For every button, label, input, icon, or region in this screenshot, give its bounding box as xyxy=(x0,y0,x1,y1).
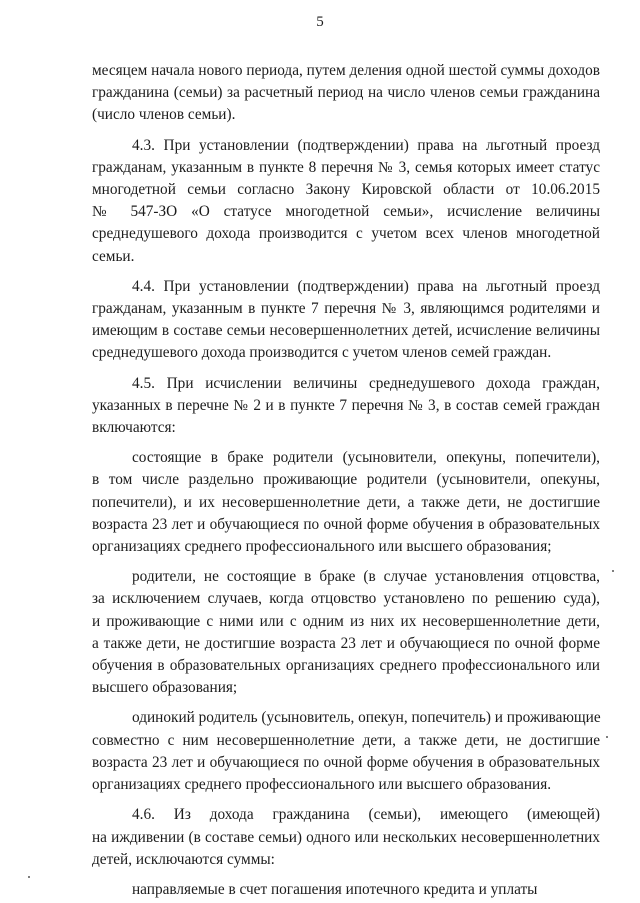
paragraph xyxy=(92,879,600,901)
text-line: направляемые в счет погашения ипотечного кредита и уплаты xyxy=(132,880,538,898)
text-line: гражданина (семьи) за расчетный период на число членов семьи гражданина xyxy=(92,84,600,102)
text-line: семьи. xyxy=(92,247,135,265)
document-body xyxy=(92,60,600,903)
text-line: за исключением случаев, когда отцовство установлено по решению суда), xyxy=(92,590,600,608)
text-line: среднедушевого дохода производится с учетом всех членов многодетной xyxy=(92,225,600,243)
text-line: включаются: xyxy=(92,419,176,437)
text-line: и проживающие с ними или с одним из них их несовершеннолетние дети, xyxy=(92,612,600,630)
text-line: в том числе раздельно проживающие родители (усыновители, опекуны, xyxy=(92,471,600,489)
text-line: обучения в образовательных организациях среднего профессионального или xyxy=(92,657,600,675)
text-line: многодетной семьи согласно Закону Кировской области от 10.06.2015 xyxy=(92,181,600,199)
text-line: имеющим в составе семьи несовершеннолетних детей, исчисление величины xyxy=(92,322,600,340)
page-number: 5 xyxy=(316,14,324,30)
text-line: попечители), и их несовершеннолетние дети, а также дети, не достигшие xyxy=(92,493,600,511)
text-line: совместно с ним несовершеннолетние дети, а также дети, не достигшие xyxy=(92,731,600,749)
paragraph xyxy=(92,447,600,558)
text-line: организациях среднего профессионального или высшего образования; xyxy=(92,538,552,556)
text-line: организациях среднего профессионального или высшего образования. xyxy=(92,776,552,794)
paragraph xyxy=(92,276,600,365)
text-line: детей, исключаются суммы: xyxy=(92,850,275,868)
scan-speck xyxy=(28,876,30,878)
text-line: возраста 23 лет и обучающиеся по очной форме обучения в образовательных xyxy=(92,753,600,771)
text-line: на иждивении (в составе семьи) одного или нескольких несовершеннолетних xyxy=(92,828,600,846)
paragraph xyxy=(92,804,600,871)
text-line: состоящие в браке родители (усыновители, опекуны, попечители), xyxy=(132,449,600,467)
text-line: месяцем начала нового периода, путем деления одной шестой суммы доходов xyxy=(92,62,600,79)
text-line: 4.4. При установлении (подтверждении) права на льготный проезд xyxy=(132,277,600,295)
text-line: гражданам, указанным в пункте 8 перечня № 3, семья которых имеет статус xyxy=(92,158,600,176)
paragraph xyxy=(92,373,600,440)
text-line: одинокий родитель (усыновитель, опекун, попечитель) и проживающие xyxy=(132,709,601,727)
text-line: (число членов семьи). xyxy=(92,106,236,124)
paragraph xyxy=(92,135,600,268)
text-line: среднедушевого дохода производится с учетом членов семей граждан. xyxy=(92,344,552,362)
text-line: указанных в перечне № 2 и в пункте 7 перечня № 3, в состав семей граждан xyxy=(92,396,600,414)
text-line: гражданам, указанным в пункте 7 перечня № 3, являющимся родителями и xyxy=(92,300,600,318)
scan-speck xyxy=(612,570,614,572)
text-line: № 547-ЗО «О статусе многодетной семьи», исчисление величины xyxy=(92,203,600,221)
paragraph xyxy=(92,566,600,699)
text-line: 4.3. При установлении (подтверждении) права на льготный проезд xyxy=(132,136,600,154)
text-line: 4.6. Из дохода гражданина (семьи), имеющего (имеющей) xyxy=(132,806,600,824)
text-line: возраста 23 лет и обучающиеся по очной форме обучения в образовательных xyxy=(92,515,600,533)
text-line: 4.5. При исчислении величины среднедушевого дохода граждан, xyxy=(132,374,600,392)
paragraph xyxy=(92,60,600,127)
text-line: высшего образования; xyxy=(92,679,238,697)
text-line: родители, не состоящие в браке (в случае установления отцовства, xyxy=(132,568,600,586)
text-line: а также дети, не достигшие возраста 23 лет и обучающиеся по очной форме xyxy=(92,634,600,652)
paragraph xyxy=(92,707,600,796)
scan-speck xyxy=(606,736,608,738)
